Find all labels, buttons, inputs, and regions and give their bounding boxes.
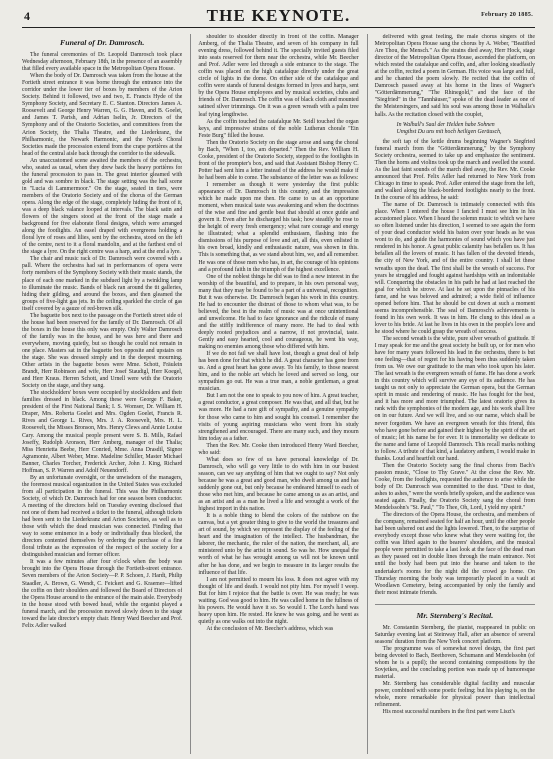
article-paragraph: Mr. Constantin Sternberg, the pianist, reappeared in public on Saturday evening last at Steinway Hall, after an absence of several seasons' duration from the New York concert platform. [374, 624, 535, 645]
column-1 [22, 34, 182, 754]
article-headline: Mr. Sternberg's Recital. [375, 604, 535, 620]
paper-title: THE KEYNOTE. [206, 6, 351, 25]
article-paragraph: I am not permitted to mourn his loss. It does not agree with my thought of life and death. I would not pity him. For myself I weep. But for him I rejoice that the battle is over. He was ready; he was waiting. God was good to him. He was called home in the fullness of his powers. He would have it so. So would I. The Lord's hand was heavy upon him. He rested. He knew he was going, and he went as quietly as one walks out into the night. [198, 576, 359, 625]
article-paragraph: When the body of Dr. Damrosch was taken from the house at the Fortieth street entrance it was borne through the entrance into the corridor under the lower tier of boxes by members of the Arion Society. Behind it followed, two and two, E. Francis Hyde of the Symphony Society, and Secretary E. C. Stanton. Directors James A. Roosevelt and George Henry Warren, G. G. Haven, and B. Goelet, and James T. Parish, and Adrian Iselin, Jr. Directors of the Symphony and of the Oratorio Societies, and committees from the Arion Society, the Thalia Theatre, and the Liederkranz, the Philharmonic, the Newark Harmonic, and the Nyack Choral Societies made the procession extend from the crape portières at the head of the central aisle back through the corridor to the sidewalk. [22, 73, 183, 157]
article-paragraph: The baguette box next to the passage on the Fortieth street side of the house had been reserved for the family of Dr. Damrosch. Of all the boxes in the house this only was empty. Only Walter Damrosch of the family was in the house, and he was here and there and everywhere, moving quietly, but so though he could not remain in one place. Masters sat in the baguette box opposite and upstairs on the stage. She was dressed simply and in the deepest mourning. Other artists in the baguette boxes were Mme. Schott, Fräulein Brandt, Herr Robinson and wife, Herr Josef Staudigl, Herr Koegel, and Herr Kraus. Herren Schott, and Urnell were with the Oratorio Society on the stage, and they sang. [22, 312, 183, 390]
article-paragraph: It was a few minutes after four o'clock when the body was brought into the Opera House through the Fortieth-street entrance. Seven members of the Arion Society—P. P. Schoen, J. Hardt, Philip Staadler, A. Brown, G. Wendt, C. Feickert and G. Kraemer—lifted the coffin on their shoulders and followed the Board of Directors of the Opera House around to the entrance of the main aisle. Everybody in the house stood with bowed head, while the organist played a funeral march, and the procession moved slowly down to the stage toward the late director's empty chair. Henry Ward Beecher and Prof. Felix Adler walked [22, 559, 183, 629]
article-paragraph: As the coffin touched the catafalque Mr. Seidl touched the organ keys, and impressive strains of the noble Lutheran chorale "Ein Feste Burg" filled the house. [198, 118, 359, 139]
article-paragraph: Then the Oratorio Society sang the final chorus from Bach's passion music, "Close to Thy Grave." At the close the Rev. Mr. Cooke, from the footlights, requested the audience to arise while the body of Dr. Damrosch was committed to the dust. "Dust to dust, ashes to ashes," were the words briefly spoken, and the audience was seated again. Finally, the Oratorio Society sang the choral from Mendelssohn's "St. Paul," "To Thee, Oh, Lord, I yield my spirit." [374, 462, 535, 512]
article-columns [22, 34, 535, 754]
article-paragraph: The chair and music rack of Dr. Damrosch were covered with a pall. Where the orchestra had sat in performances of opera were forty members of the Symphony Society with their music stands, the place of each one marked in the subdued light by a twinkling lamp to illuminate the music. Bands of black ran around the tit galleries, hiding their gilding, and around the boxes, and then gleamed the groups of five-light gas jets. In the ceiling sparkled the circle of gas itself covered by a gauze of red-brown silk. [22, 256, 183, 312]
article-paragraph: But I am not the one to speak to you now of him. A great teacher, a great conductor, a great composer. He was that, and all that, but he was more. He had a rare gift of sympathy, and a genuine sympathy for those who came to him and sought his counsel. I remember the visits of young aspiring musicians who went from his study strengthened and encouraged. There are many such, and they mourn him today as a father. [198, 393, 359, 442]
article-paragraph: If we do not fail we shall have lost, though a great deal of help has been done for that which he did. A great character has gone from us. And a great heart has gone away. To his family, to those nearest him, and to the noble art which he loved and served so long, our sympathies go out. He was a true man, a noble gentleman, a great musician. [198, 351, 359, 393]
article-paragraph: By an unfortunate oversight, or the unwisdom of the managers, the foremost musical organization in the United States was excluded from all participation in the funeral. This was the Philharmonic Society, of which Dr. Damrosch had for one season been conductor. A meeting of the directors held on Tuesday evening disclosed that not one of them had received a ticket to the funeral, although tickets had been sent to the Liederkranz and Arion Societies, as well as to those with which the dead musician was connected. Finding that way to some eminence in a body or individually thus blocked, the directors contented themselves by ordering the purchase of a fine floral tribute as the expression of the respect of the society for a distinguished musician and former officer. [22, 474, 183, 559]
article-headline: Funeral of Dr. Damrosch. [60, 38, 145, 47]
article-paragraph: The directors of the Opera House, the orchestra, and members of the company, remained seated for half an hour, until the other people had been ushered out and the lights lowered. Then, to the surprise of everybody except those who knew what they were waiting for, the coffin was lifted again to the bearers' shoulders, and the musical people were permitted to take a last look at the face of the dead man as they passed out in double lines through the main entrance. Not until the body had been put into the hearse and taken to the undertaker's rooms for the night did the crowd go home. On Thursday morning the body was temporarily placed in a vault at Woodlawn Cemetery, being accompanied by only the family and their most intimate friends. [374, 512, 535, 596]
article-paragraph: The second wreath is the white, pure silver wreath of gratitude. If I may speak for me and the great society he built up, or for men who have for many years followed his lead in the orchestra, there is but one feeling—that of regret for his having been thus suddenly taken from us. We owe our gratitude to the man who took upon his later. The last wreath is the evergreen wreath of fame. He has done a work in this country which will survive any eye of its audience. He has taught us not only to appreciate the German opera, but the German spirit in music and rendering of music. He has fought for the best, and it has more and more triumphed. The latest oratorio gives its rank with the symphonies of the modern age, and his work shall live on in our future. And we will live, and so our name, which shall be never forgotten. We have an evergreen wreath for this friend, this who have gone before and gained their highest by the spirit of the art of music; let his name be for ever. It is immortality we dedicate to the name and fame of Leopold Damrosch. This recall marks nothing to follow. A tribute of that kind, a laudatory anthem, I would make in thanks. Loud and heartfelt our hand. [374, 335, 535, 462]
article-paragraph: The stockholders' boxes were occupied by stockholders and their families dressed in black. Among these were George F. Baker, president of the First National Bank; I. S. Womser, Dr. William H. Draper, Mrs. Roberta Goelet and Mrs. Ogden Goelet, Francis R. Rives and George L. Rives, Mrs. J. A. Roosevelt, Mrs. H. L. Roosevelt, the Misses Bronson, Mrs. Henry Clews and Annie Louise Cary. Among the musical people present were S. B. Mills, Rafael Joseffy, Rudolph Aronson, Herr Amberg, manager of the Thalia; Miss Henrietta Beebe, Herr Conried, Mme. Anna Drasdil, Signor Agramonte, Albert Weber, Mme. Madeline Schiller, Master Michael Banner, Charles Torcher, Frederick Archer, John J. King, Richard Hoffman, S. P. Warren and Adolf Neuendorff. [22, 390, 183, 474]
article-paragraph: It is a noble thing to blend the colors of the rainbow on the canvas, but a yet greater thing to give to the world the treasures and art of sound, by which we represent the display of the feeling of the heart and the imagination of the intellect. The husbandman, the laborer, the mechanic, the ruler of the nation, the merchant, all, are ministered unto by the artist in sound. So was he. How unequal the worth of what he has wrought among us will not be known until after he has done, and we begin to measure in its larger results the influence of that life. [198, 513, 359, 576]
poem-couplet: In Walhall's Saal der Helden habe Sohnen Umgibst Du uns mit hoch heiligen Geräusch, [396, 121, 502, 135]
article-paragraph: What does so few of us have personal knowledge of Dr. Damrosch, who will go very little to do with him in our busiest season, can we say anything of him that we ought to say? Not only because he was a great and good man, who dwelt among us and has suddenly gone out, but only because he endeared himself to each of those who met him, and because he came among us as an artist, and as an artist and as a man he lived a life and wrought a work of the highest import in this nation. [198, 456, 359, 513]
article-paragraph: One of the noblest things he did was to find a new interest in the worship of the beautiful, and to prepare, in his own personal way, many that they may be found to be a part of a universal, recognition. But it was otherwise. Dr. Damrosch began his work in this country. He had to encounter the distrust of those to whom what was, to be believed, the best in the realm of music was at once unintentional and unwelcome. He had to face ignorance and the ridicule of many and the stiffly indifference of many more. He had to deal with deeply rooted prejudices and a narrow, if not provincial, taste. Gently and easy hearted, cool and courageous, he went his way, making no enemies among those who differed with him. [198, 273, 359, 351]
page-number: 4 [24, 9, 30, 23]
article-paragraph: the soft tap of the kettle drums beginning Wagner's Siegfried funeral march from the "Götterdämmerung," by the Symphony Society orchestra, seemed to take up and emphasize the sentiment. Then the horns and violins took up the march and swelled the sound. As the last faint sounds of the march died away, the Rev. Mr. Cooke announced that Prof. Felix Adler had returned to New York from Chicago in time to speak. Prof. Adler entered the stage from the left, and walked along the black-bordered footlights nearly to the front. In the course of his address, he said: [374, 138, 535, 202]
column-2 [190, 34, 358, 754]
article-paragraph: His most successful numbers in the first part were Liszt's [382, 709, 515, 716]
issue-date: February 20 1885. [481, 12, 533, 18]
article-paragraph: The name of Dr. Damrosch is intimately connected with this place. When I entered the house I fancied I must see him in his accustomed place. When I heard the solemn music to which we have so often listened under his direction, I seemed to see again the form of your dead conductor wield his baton over your heads as he was wont to do, and guide the harmonies of sound which you have just rendered in his honor. A great public calamity has befallen us. It has befallen all the lovers of music. It has fallen of the devoted friends, the city of New York, and of the entire country. I shall let these wreaths upon the dead. The first shall be the wreath of success. For years he struggled and fought against hardships with an indomitable will. Conquering the obstacles in his path he had at last reached the goal for which he strove. At last he set upon the pinnacles of his fame, and he was beloved and admired; a wide field of influence opened before him. That he should be cut down at such a moment seems incomprehensible. The seal of Damrosch's achievements is found in his own work. It was in him. He clung to this ideal as a lover to his bride. At last he lives in his own in the people's love and he stood where he could grasp the wreath of success. [374, 202, 535, 335]
article-paragraph: Then the Oratorio Society on the stage arose and sang the choral by Bach, "When I, too, am departed." Then the Rev. William H. Cooke, president of the Oratorio Society, stepped to the footlights in front of the prompter's box, and said that Assistant Bishop Henry C. Potter had sent him a letter instead of the address he would make if he had been able to come. The substance of the letter was as follows: [198, 139, 359, 181]
article-paragraph: delivered with great feeling, the male chorus singers of the Metropolitan Opera House sang the chorus by A. Weber, "Beatified Are Thou, the Mensch." As the strains died away, Herr Hock, stage director of the Metropolitan Opera House, ascended the platform, on which rested the catafalque and coffin, and, after looking steadfastly at the coffin, recited a poem in German. His voice was large and full, and he chanted the poem slowly. He recited that the coffin of Damrosch passed away at his home in the lines of Wagner's "Götterdämmerung," "The Rhinegold," and the face of the "Siegfried" in the "Tannhäuser," spoke of the dead leader as one of the Meistersingers, and said his soul was among those in Walhalla's halls. As the recitation closed with the couplet, [374, 34, 535, 118]
article-paragraph: Then the Rev. Mr. Cooke then introduced Henry Ward Beecher, who said: [198, 442, 359, 456]
column-3 [367, 34, 535, 754]
article-paragraph: The funeral ceremonies of Dr. Leopold Damrosch took place Wednesday afternoon, February 18th, in the presence of an assembly that filled every available space in the Metropolitan Opera House. [22, 52, 183, 73]
masthead [22, 0, 535, 28]
article-paragraph: I remember as though it were yesterday the first public appearance of Dr. Damrosch in this country, and the impression which he made upon me then. He came to us at an opportune moment, when musical taste was awakening and when the doctrines of the wise and fine and gentle beat that should at once guide and govern it. Even after he discharged his task; how steadily he rose to the height of every fresh emergency; what rare courage and energy he illustrated; what a splendid enthusiasm, flashing into the dismissions of his purpose of love and art, all this, even enlisted in his own broad, kindly and enthusiastic nature, was shown in this. This is something that, as we stand about him, we, and all remember. He was one of those men who has, in art, the courage of his opinions and a profound faith in the triumph of the highest excellence. [198, 181, 359, 273]
article-paragraph: At the conclusion of Mr. Beecher's address, which was [206, 625, 334, 632]
article-paragraph: shoulder to shoulder directly in front of the coffin. Manager Amberg, of the Thalia Theatre, and seven of his company in full evening dress, followed behind it. The specially invited guests filed into seats reserved for them near the orchestra, while Mr. Beecher and Prof. Adler were led through a side entrance to the stage. The coffin was placed on the high catafalque directly under the great circle of lights in the dome. On either side of the catafalque and coffin were stands of funeral designs formed in lyres and harps, sent by the Opera House employees and by musical societies, clubs and friends of Dr. Damrosch. The coffin was of black cloth and mounted satined silver trimmings. On it was a green wreath with a palm tree leaf tying lengthwise. [198, 34, 359, 118]
article-paragraph: The programme was of somewhat novel design, the first part being devoted to Bach, Beethoven, Schumann and Mendelssohn (of whom he is a pupil); the second containing compositions by the Sovjetkes, and the concluding portion was made up of humoresque material. [374, 645, 535, 681]
article-paragraph: An unaccustomed scene awaited the members of the orchestra, who, seated as usual, when they drew back the heavy portières for the funeral procession to pass in. The great interior gleamed with gold and was sombre in black. The stage setting was the hall scene in "Lucia di Lammermoor." On the stage, seated in tiers, were members of the Oratorio Society and of the chorus of the German opera. Along the edge of the stage, completely hiding the front of it, was a deep black valance looped at intervals. The black satin and flowers of the singers stood at the front of the stage made a background for five elaborate floral designs, which were arranged along the footlights. An easel draped with evergreens holding a floral lyre of roses and lilies, sent by the orchestra, stood on the left of the centre, next to it a floral mandolin, and at the farthest end of the stage a lyre. On the right centre was a harp, and at the end a lyre. [22, 157, 183, 256]
article-paragraph: Mr. Sternberg has considerable digital facility and muscular power, combined with some poetic feeling; but his playing is, on the whole, more remarkable for physical power than intellectual refinement. [374, 681, 535, 709]
